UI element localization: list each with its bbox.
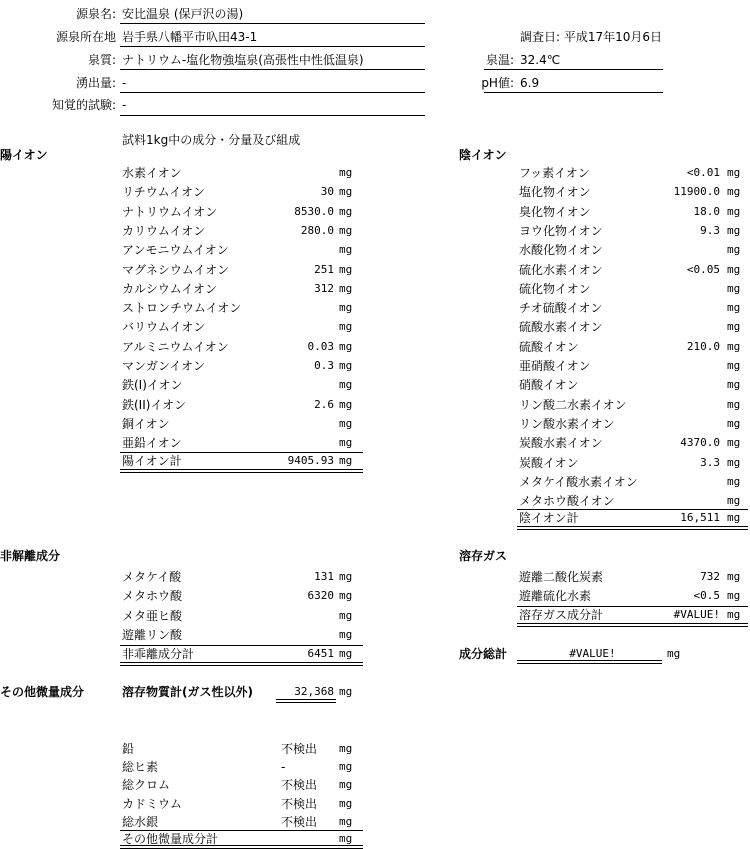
unit-label: mg	[727, 416, 741, 430]
ph-label: pH値:	[481, 76, 514, 90]
double-underline	[120, 662, 363, 666]
unit-label: mg	[339, 760, 353, 774]
anions-heading: 陰イオン	[459, 148, 507, 162]
row-value: <0.05	[686, 262, 720, 276]
row-name: リチウムイオン	[122, 185, 206, 200]
row-name: 水素イオン	[122, 166, 182, 180]
row-name: カリウムイオン	[122, 223, 206, 238]
underline	[120, 23, 425, 24]
row-name: 鉄(II)イオン	[122, 397, 187, 412]
underline	[120, 92, 425, 93]
unit-label: mg	[727, 204, 741, 218]
sense-value: -	[122, 98, 127, 112]
row-value: 3.3	[700, 455, 720, 469]
quality-value: ナトリウム-塩化物強塩泉(高張性中性低温泉)	[122, 53, 364, 67]
row-value: 4370.0	[680, 436, 720, 450]
row-value: 280.0	[300, 223, 334, 237]
grand-total-label: 成分総計	[459, 647, 508, 661]
unit-label: mg	[667, 647, 681, 660]
unit-label: mg	[727, 185, 741, 199]
unit-label: mg	[727, 494, 741, 508]
row-name: 炭酸水素イオン	[519, 436, 603, 451]
row-value: 131	[314, 570, 334, 583]
source-name-value: 安比温泉 (保戸沢の湯)	[122, 7, 244, 21]
row-name: 総ヒ素	[122, 760, 159, 775]
unit-label: mg	[339, 436, 353, 450]
row-value: 0.3	[314, 359, 334, 372]
location-value: 岩手県八幡平市叺田43-1	[122, 30, 258, 44]
sense-label: 知覚的試験:	[51, 98, 116, 112]
unit-label: mg	[339, 742, 353, 755]
unit-label: mg	[727, 511, 741, 524]
unit-label: mg	[339, 685, 353, 698]
composition-title: 試料1kg中の成分・分量及び組成	[122, 133, 301, 147]
unit-label: mg	[339, 320, 353, 334]
row-value: 不検出	[281, 814, 318, 829]
unit-label: mg	[727, 301, 741, 315]
row-name: 総水銀	[122, 814, 159, 829]
double-underline	[276, 699, 336, 703]
row-name: 鉛	[122, 742, 135, 756]
row-name: 遊離リン酸	[122, 627, 183, 642]
temp-value: 32.4℃	[520, 53, 561, 67]
row-value: 30	[320, 185, 334, 199]
unit-label: mg	[727, 608, 741, 621]
unit-label: mg	[339, 397, 353, 411]
row-name: 遊離二酸化炭素	[519, 570, 604, 584]
unit-label: mg	[339, 778, 353, 792]
row-name: 硫化物イオン	[519, 281, 591, 296]
row-name: メタケイ酸	[122, 570, 182, 584]
row-name: 総クロム	[122, 778, 171, 793]
row-value: 251	[314, 262, 334, 276]
row-name: 鉄(I)イオン	[122, 378, 183, 393]
unit-label: mg	[727, 223, 741, 237]
double-underline	[120, 845, 363, 849]
quality-label: 泉質:	[87, 53, 116, 67]
row-name: 亜鉛イオン	[122, 436, 182, 451]
row-name: リン酸二水素イオン	[519, 397, 627, 412]
row-value: 312	[314, 281, 334, 295]
dissolved-total-label: 溶存物質計(ガス性以外)	[122, 685, 253, 699]
unit-label: mg	[727, 359, 741, 372]
underline	[120, 115, 425, 116]
double-underline	[517, 526, 748, 530]
grand-total-value: #VALUE!	[569, 647, 616, 660]
row-value: <0.01	[686, 166, 720, 179]
double-underline	[517, 623, 748, 627]
row-name: メタ亜ヒ酸	[122, 608, 183, 623]
row-value: 11900.0	[673, 185, 720, 199]
unit-label: mg	[339, 262, 353, 276]
row-value: 6320	[307, 589, 334, 603]
unit-label: mg	[727, 397, 741, 411]
unit-label: mg	[339, 570, 353, 583]
nondissociated-total-value: 6451	[307, 647, 334, 660]
unit-label: mg	[727, 339, 741, 353]
row-name: フッ素イオン	[519, 166, 590, 180]
unit-label: mg	[727, 320, 741, 334]
row-value: 8530.0	[294, 204, 334, 218]
row-value: 2.6	[314, 397, 334, 411]
location-label: 源泉所在地	[55, 30, 116, 44]
row-name: アンモニウムイオン	[122, 243, 229, 258]
unit-label: mg	[339, 339, 353, 353]
anion-total-value: 16,511	[680, 511, 720, 524]
unit-label: mg	[727, 378, 741, 392]
row-name: リン酸水素イオン	[519, 416, 615, 431]
unit-label: mg	[339, 832, 353, 845]
row-name: メタホウ酸	[122, 589, 183, 604]
row-name: 亜硝酸イオン	[519, 359, 591, 373]
unit-label: mg	[727, 455, 741, 469]
source-name-label: 源泉名:	[75, 7, 116, 21]
unit-label: mg	[727, 281, 741, 295]
row-value: 9.3	[700, 223, 720, 237]
row-name: 炭酸イオン	[519, 455, 579, 470]
gases-heading: 溶存ガス	[459, 549, 508, 563]
anion-total-label: 陰イオン計	[519, 511, 579, 525]
gases-total-label: 溶存ガス成分計	[519, 608, 604, 622]
unit-label: mg	[727, 436, 741, 450]
row-value: -	[281, 760, 286, 775]
unit-label: mg	[339, 223, 353, 237]
temp-label: 泉温:	[485, 53, 514, 67]
row-name: マグネシウムイオン	[122, 262, 230, 277]
underline	[120, 46, 425, 47]
row-name: 銅イオン	[122, 416, 170, 431]
cation-total-label: 陽イオン計	[122, 454, 182, 468]
unit-label: mg	[727, 262, 741, 276]
unit-label: mg	[339, 796, 353, 810]
unit-label: mg	[339, 359, 353, 372]
flow-value: -	[122, 76, 127, 90]
row-name: カルシウムイオン	[122, 281, 217, 296]
row-value: 不検出	[281, 742, 318, 756]
unit-label: mg	[339, 378, 353, 392]
row-name: 硫化水素イオン	[519, 262, 603, 277]
cations-heading: 陽イオン	[0, 148, 48, 162]
unit-label: mg	[339, 166, 353, 179]
row-name: 硝酸イオン	[519, 378, 579, 393]
unit-label: mg	[339, 814, 353, 828]
unit-label: mg	[339, 416, 353, 430]
survey-date: 調査日: 平成17年10月6日	[520, 30, 663, 44]
unit-label: mg	[339, 608, 353, 622]
row-name: 水酸化物イオン	[519, 243, 603, 258]
nondissociated-total-label: 非乖離成分計	[122, 647, 195, 661]
row-name: バリウムイオン	[122, 320, 206, 335]
trace-total-label: その他微量成分計	[122, 832, 219, 846]
double-underline	[120, 469, 363, 473]
row-name: メタケイ酸水素イオン	[519, 474, 638, 489]
row-name: ヨウ化物イオン	[519, 223, 603, 238]
unit-label: mg	[727, 570, 741, 583]
row-value: <0.5	[693, 589, 720, 603]
row-name: メタホウ酸イオン	[519, 494, 615, 509]
row-name: カドミウム	[122, 796, 182, 811]
underline	[484, 92, 663, 93]
unit-label: mg	[339, 204, 353, 218]
row-value: 0.03	[307, 339, 334, 353]
row-name: マンガンイオン	[122, 359, 206, 373]
row-value: 不検出	[281, 796, 318, 811]
unit-label: mg	[339, 185, 353, 199]
unit-label: mg	[339, 454, 353, 467]
unit-label: mg	[339, 627, 353, 641]
unit-label: mg	[339, 281, 353, 295]
row-name: ナトリウムイオン	[122, 204, 218, 219]
row-name: 塩化物イオン	[519, 185, 591, 200]
ph-value: 6.9	[520, 76, 540, 90]
cation-total-value: 9405.93	[287, 454, 334, 467]
row-value: 210.0	[686, 339, 720, 353]
row-name: 硫酸イオン	[519, 339, 579, 354]
trace-heading: その他微量成分	[0, 685, 85, 699]
row-name: 遊離硫化水素	[519, 589, 592, 604]
unit-label: mg	[727, 166, 741, 179]
unit-label: mg	[727, 474, 741, 488]
underline	[120, 69, 425, 70]
unit-label: mg	[339, 301, 353, 315]
row-name: ストロンチウムイオン	[122, 301, 242, 316]
row-name: 臭化物イオン	[519, 204, 591, 219]
dissolved-total-value: 32,368	[294, 685, 334, 698]
unit-label: mg	[339, 647, 353, 660]
double-underline	[517, 660, 662, 664]
row-name: 硫酸水素イオン	[519, 320, 603, 335]
nondissociated-heading: 非解離成分	[0, 549, 61, 563]
row-value: 不検出	[281, 778, 318, 793]
row-name: アルミニウムイオン	[122, 339, 229, 354]
unit-label: mg	[727, 589, 741, 603]
underline	[484, 69, 663, 70]
row-name: チオ硫酸イオン	[519, 301, 603, 316]
row-value: 18.0	[693, 204, 720, 218]
row-value: 732	[700, 570, 720, 583]
unit-label: mg	[339, 589, 353, 603]
flow-label: 湧出量:	[75, 76, 116, 90]
unit-label: mg	[727, 243, 741, 257]
unit-label: mg	[339, 243, 353, 257]
gases-total-value: #VALUE!	[673, 608, 720, 621]
